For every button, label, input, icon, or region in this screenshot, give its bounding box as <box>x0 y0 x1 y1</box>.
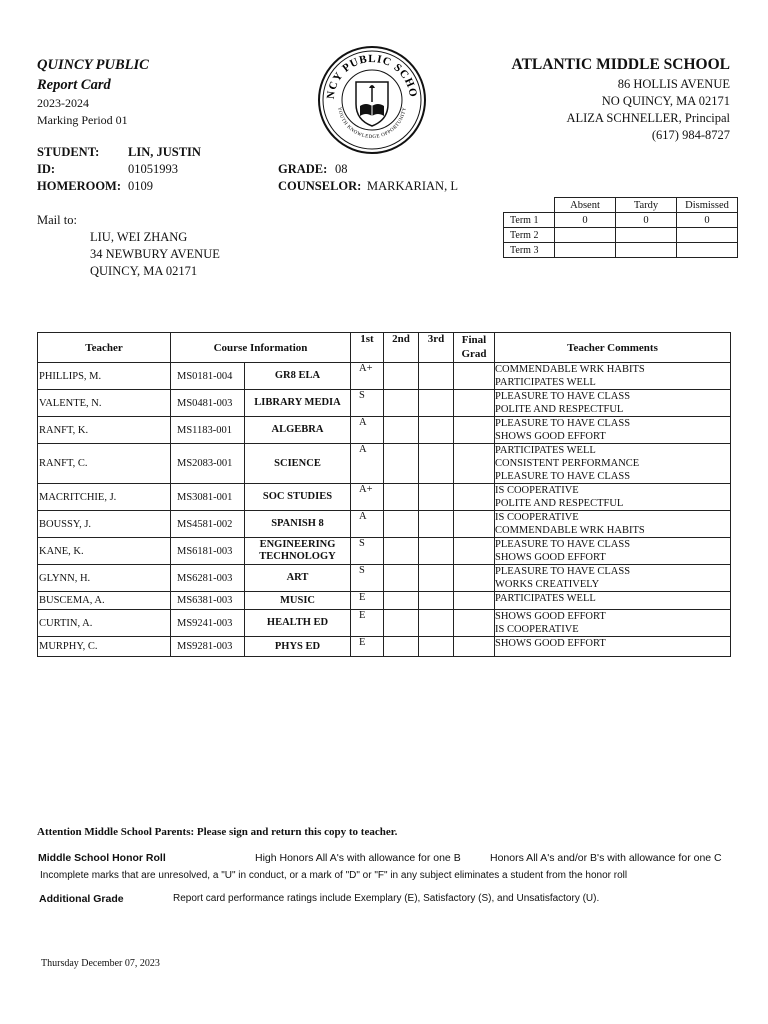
comment-line: SHOWS GOOD EFFORT <box>495 431 606 442</box>
comment-line: PLEASURE TO HAVE CLASS <box>495 471 631 482</box>
grade-q1: A+ <box>351 484 384 511</box>
teacher-name: PHILLIPS, M. <box>38 363 171 390</box>
attendance-tardy <box>616 243 677 258</box>
course-code: MS6181-003 <box>171 538 245 565</box>
grade-final <box>454 444 495 484</box>
teacher-name: VALENTE, N. <box>38 390 171 417</box>
comment-line: COMMENDABLE WRK HABITS <box>495 525 645 536</box>
grade-q2 <box>384 363 419 390</box>
grades-body <box>38 363 731 657</box>
comment-line: SHOWS GOOD EFFORT <box>495 638 606 649</box>
mail-to-label: Mail to: <box>37 213 77 227</box>
marking-period: Marking Period 01 <box>37 113 128 127</box>
comment-line: PLEASURE TO HAVE CLASS <box>495 391 631 402</box>
grade-q2 <box>384 484 419 511</box>
grade-q2 <box>384 610 419 637</box>
grade-q3 <box>419 637 454 657</box>
additional-grade-text: Report card performance ratings include Exemplary (E), Satisfactory (S), and Unsatisfactory (U). <box>173 893 600 904</box>
mail-city: QUINCY, MA 02171 <box>90 264 198 278</box>
teacher-comments <box>495 637 731 657</box>
header-q2: 2nd <box>384 333 419 363</box>
homeroom-value: 0109 <box>128 179 153 193</box>
course-name: HEALTH ED <box>245 610 351 637</box>
course-name: LIBRARY MEDIA <box>245 390 351 417</box>
honor-roll-label: Middle School Honor Roll <box>38 852 166 864</box>
teacher-name: MACRITCHIE, J. <box>38 484 171 511</box>
svg-text:YOUTH KNOWLEDGE OPPORTUNITY: YOUTH KNOWLEDGE OPPORTUNITY <box>336 106 408 141</box>
comment-line: IS COOPERATIVE <box>495 485 579 496</box>
grade-final <box>454 538 495 565</box>
course-code: MS1183-001 <box>171 417 245 444</box>
grade-row <box>38 363 731 390</box>
grades-table <box>37 332 731 657</box>
comment-line: PLEASURE TO HAVE CLASS <box>495 566 631 577</box>
grade-q3 <box>419 592 454 610</box>
school-seal-logo <box>316 44 428 156</box>
grade-q1: S <box>351 565 384 592</box>
mail-street: 34 NEWBURY AVENUE <box>90 247 220 261</box>
teacher-name: RANFT, K. <box>38 417 171 444</box>
school-phone: (617) 984-8727 <box>651 128 730 142</box>
attendance-absent: 0 <box>555 213 616 228</box>
attendance-row <box>504 213 738 228</box>
header-q3: 3rd <box>419 333 454 363</box>
course-code: MS6281-003 <box>171 565 245 592</box>
school-address-line1: 86 HOLLIS AVENUE <box>617 77 730 91</box>
grade-q3 <box>419 363 454 390</box>
grade-final <box>454 610 495 637</box>
grade-final <box>454 390 495 417</box>
attendance-header-tardy: Tardy <box>616 198 677 213</box>
teacher-name: KANE, K. <box>38 538 171 565</box>
attendance-term: Term 2 <box>504 228 555 243</box>
course-code: MS3081-001 <box>171 484 245 511</box>
comment-line: SHOWS GOOD EFFORT <box>495 552 606 563</box>
attendance-dismissed: 0 <box>677 213 738 228</box>
grade-row <box>38 511 731 538</box>
grade-row <box>38 417 731 444</box>
teacher-comments <box>495 610 731 637</box>
header-comments: Teacher Comments <box>495 333 731 363</box>
grade-q2 <box>384 538 419 565</box>
attendance-table <box>503 197 738 258</box>
teacher-name: BOUSSY, J. <box>38 511 171 538</box>
teacher-comments <box>495 484 731 511</box>
course-code: MS6381-003 <box>171 592 245 610</box>
grade-final <box>454 484 495 511</box>
grade-final <box>454 417 495 444</box>
course-name: ENGINEERING TECHNOLOGY <box>245 538 351 565</box>
grade-row <box>38 444 731 484</box>
teacher-comments <box>495 565 731 592</box>
grade-final <box>454 592 495 610</box>
header-final: Final Grad <box>454 333 495 363</box>
grade-row <box>38 538 731 565</box>
principal-name: ALIZA SCHNELLER, Principal <box>566 111 730 125</box>
teacher-comments <box>495 390 731 417</box>
school-year: 2023-2024 <box>37 96 89 110</box>
grade-q3 <box>419 565 454 592</box>
course-name: SOC STUDIES <box>245 484 351 511</box>
header-teacher: Teacher <box>38 333 171 363</box>
course-code: MS4581-002 <box>171 511 245 538</box>
grade-final <box>454 363 495 390</box>
grade-q3 <box>419 417 454 444</box>
teacher-name: GLYNN, H. <box>38 565 171 592</box>
attendance-dismissed <box>677 243 738 258</box>
school-address-line2: NO QUINCY, MA 02171 <box>601 94 730 108</box>
teacher-comments <box>495 444 731 484</box>
course-name: MUSIC <box>245 592 351 610</box>
attendance-term: Term 3 <box>504 243 555 258</box>
teacher-name: MURPHY, C. <box>38 637 171 657</box>
mail-name: LIU, WEI ZHANG <box>90 230 188 244</box>
comment-line: COMMENDABLE WRK HABITS <box>495 364 645 375</box>
grade-q1: A+ <box>351 363 384 390</box>
homeroom-label: HOMEROOM: <box>37 179 122 193</box>
grade-q1: E <box>351 637 384 657</box>
report-header-left <box>37 55 149 129</box>
course-name: SCIENCE <box>245 444 351 484</box>
comment-line: PLEASURE TO HAVE CLASS <box>495 539 631 550</box>
attendance-row <box>504 228 738 243</box>
grade-row <box>38 484 731 511</box>
attendance-header-dismissed: Dismissed <box>677 198 738 213</box>
comment-line: PARTICIPATES WELL <box>495 377 596 388</box>
grade-q2 <box>384 511 419 538</box>
course-code: MS0181-004 <box>171 363 245 390</box>
comment-line: SHOWS GOOD EFFORT <box>495 611 606 622</box>
attendance-dismissed <box>677 228 738 243</box>
id-label: ID: <box>37 162 56 176</box>
course-code: MS0481-003 <box>171 390 245 417</box>
grade-row <box>38 592 731 610</box>
course-name: ALGEBRA <box>245 417 351 444</box>
grade-q3 <box>419 390 454 417</box>
header-course: Course Information <box>171 333 351 363</box>
grade-row <box>38 390 731 417</box>
comment-line: IS COOPERATIVE <box>495 512 579 523</box>
svg-text:QUINCY PUBLIC SCHOOLS: NCY PUBLIC SCHO <box>324 52 420 100</box>
teacher-comments <box>495 511 731 538</box>
student-name: LIN, JUSTIN <box>128 145 201 159</box>
comment-line: POLITE AND RESPECTFUL <box>495 498 624 509</box>
teacher-name: BUSCEMA, A. <box>38 592 171 610</box>
grade-q2 <box>384 390 419 417</box>
comment-line: PLEASURE TO HAVE CLASS <box>495 418 631 429</box>
document-title: Report Card <box>37 77 111 93</box>
comment-line: PARTICIPATES WELL <box>495 593 596 604</box>
grade-q1: A <box>351 417 384 444</box>
grade-q2 <box>384 417 419 444</box>
id-value: 01051993 <box>128 162 178 176</box>
course-name: PHYS ED <box>245 637 351 657</box>
attendance-header-row <box>504 198 738 213</box>
comment-line: WORKS CREATIVELY <box>495 579 600 590</box>
grade-final <box>454 511 495 538</box>
attendance-absent <box>555 243 616 258</box>
mailing-address <box>37 212 220 280</box>
grades-header-row <box>38 333 731 363</box>
school-info <box>512 55 730 144</box>
grade-q1: E <box>351 610 384 637</box>
course-name: GR8 ELA <box>245 363 351 390</box>
grade-q2 <box>384 637 419 657</box>
grade-q2 <box>384 592 419 610</box>
grade-q1: A <box>351 511 384 538</box>
teacher-name: CURTIN, A. <box>38 610 171 637</box>
parent-attention-note: Attention Middle School Parents: Please sign and return this copy to teacher. <box>37 826 398 838</box>
grade-value: 08 <box>335 162 348 176</box>
district-name: QUINCY PUBLIC <box>37 57 149 73</box>
course-code: MS9241-003 <box>171 610 245 637</box>
comment-line: IS COOPERATIVE <box>495 624 579 635</box>
grade-q3 <box>419 538 454 565</box>
grade-q3 <box>419 511 454 538</box>
comment-line: PARTICIPATES WELL <box>495 445 596 456</box>
comment-line: CONSISTENT PERFORMANCE <box>495 458 640 469</box>
comment-line: POLITE AND RESPECTFUL <box>495 404 624 415</box>
teacher-comments <box>495 538 731 565</box>
course-name: ART <box>245 565 351 592</box>
student-label-bold: STUDENT: <box>37 145 100 159</box>
teacher-name: RANFT, C. <box>38 444 171 484</box>
grade-q1: E <box>351 592 384 610</box>
grade-row <box>38 610 731 637</box>
teacher-comments <box>495 363 731 390</box>
grade-q2 <box>384 565 419 592</box>
school-name: ATLANTIC MIDDLE SCHOOL <box>511 56 730 73</box>
counselor-value: MARKARIAN, L <box>367 179 458 193</box>
attendance-header-absent: Absent <box>555 198 616 213</box>
grade-final <box>454 637 495 657</box>
attendance-tardy: 0 <box>616 213 677 228</box>
grade-row <box>38 637 731 657</box>
honor-roll-note: Incomplete marks that are unresolved, a "U" in conduct, or a mark of "D" or "F" in any subject eliminates a student from the honor roll <box>40 870 628 881</box>
attendance-tardy <box>616 228 677 243</box>
course-code: MS9281-003 <box>171 637 245 657</box>
grade-q1: A <box>351 444 384 484</box>
grade-q1: S <box>351 538 384 565</box>
header-q1: 1st <box>351 333 384 363</box>
attendance-absent <box>555 228 616 243</box>
honors-text: Honors All A's and/or B's with allowance for one C <box>490 852 722 864</box>
grade-label: GRADE: <box>278 162 328 176</box>
grade-row <box>38 565 731 592</box>
print-date: Thursday December 07, 2023 <box>41 958 160 969</box>
course-code: MS2083-001 <box>171 444 245 484</box>
course-name: SPANISH 8 <box>245 511 351 538</box>
additional-grade-label: Additional Grade <box>39 893 124 905</box>
teacher-comments <box>495 592 731 610</box>
high-honors-text: High Honors All A's with allowance for one B <box>255 852 461 864</box>
counselor-label: COUNSELOR: <box>278 179 362 193</box>
grade-q1: S <box>351 390 384 417</box>
grade-q2 <box>384 444 419 484</box>
grade-q3 <box>419 610 454 637</box>
grade-final <box>454 565 495 592</box>
attendance-term: Term 1 <box>504 213 555 228</box>
grade-q3 <box>419 444 454 484</box>
grade-q3 <box>419 484 454 511</box>
attendance-row <box>504 243 738 258</box>
teacher-comments <box>495 417 731 444</box>
